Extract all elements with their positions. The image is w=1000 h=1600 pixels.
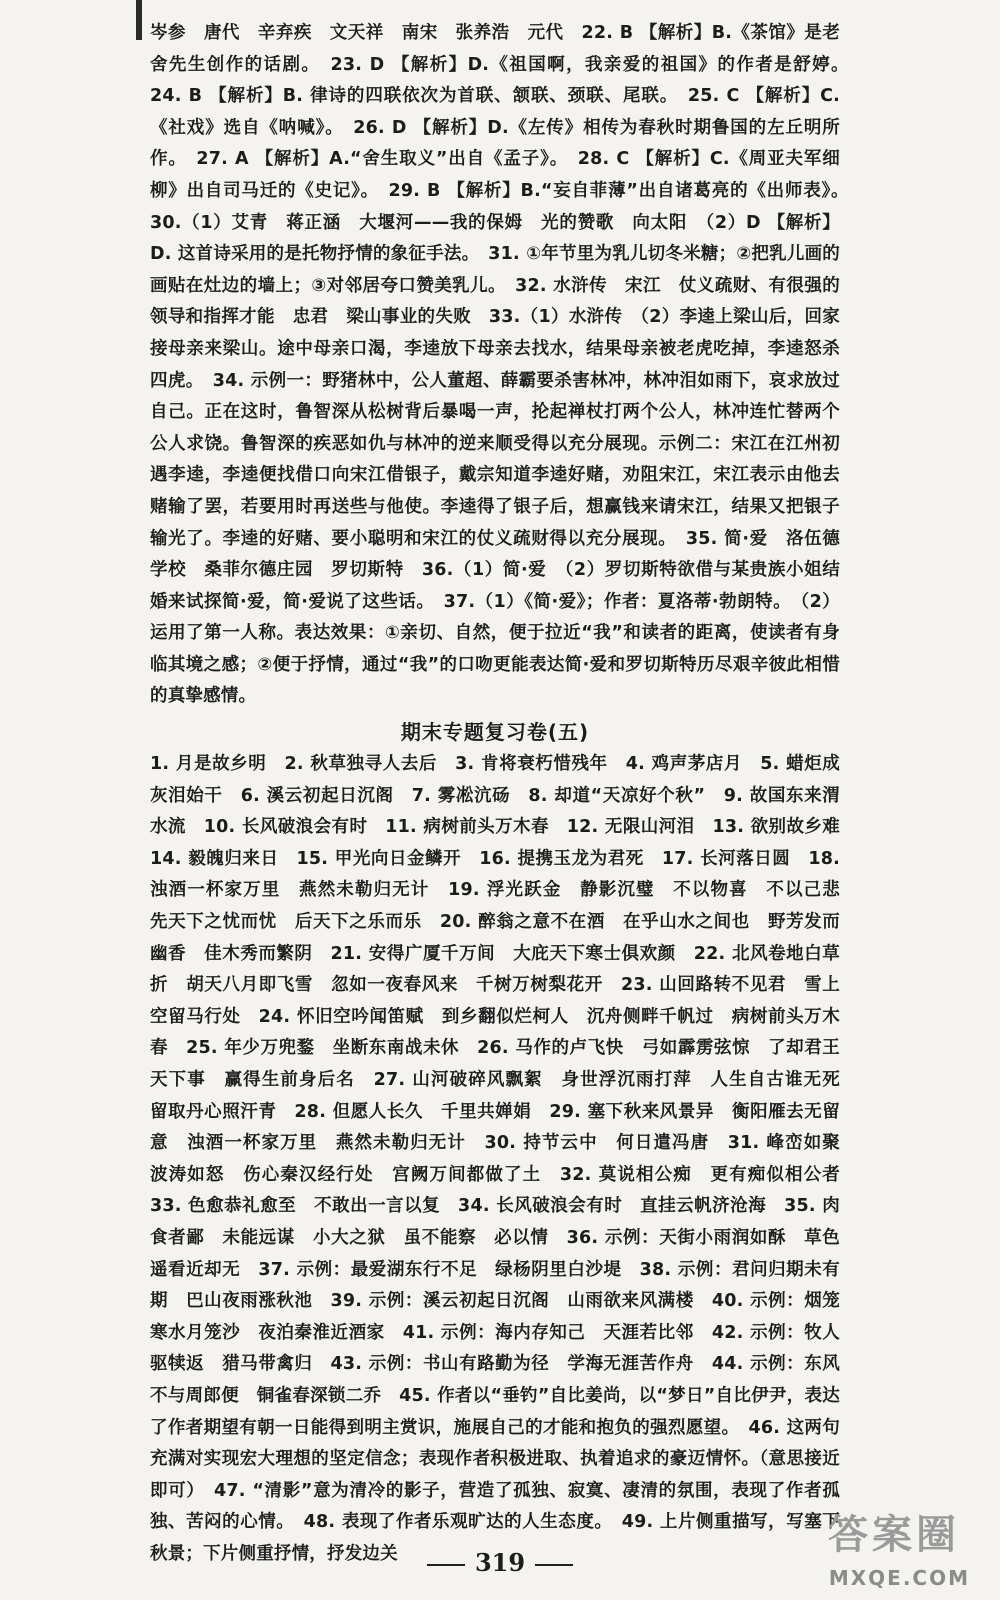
section-title: 期末专题复习卷(五) (400, 720, 590, 745)
answers-previous-section: 岑参 唐代 辛弃疾 文天祥 南宋 张养浩 元代 22. B 【解析】B.《茶馆》是老舍先生创作的话剧。 23. D 【解析】D.《祖国啊，我亲爱的祖国》的作者是舒婷。 24. B 【解析】B. 律诗的四联依次为首联、颔联、颈联、尾联。 25. C 【解析】C.《社戏》选自《呐喊》。 26. D 【解析】D.《左传》相传为春秋时期鲁国的左丘明所作。 27. A 【解析】A.“舍生取义”出自《孟子》。 28. C 【解析】C.《周亚夫军细柳》出自司马迁的《史记》。 29. B 【解析】B.“妄自菲薄”出自诸葛亮的《出师表》。 30.（1）艾青 蒋正涵 大堰河——我的保姆 光的赞歌 向太阳 （2）D 【解析】D. 这首诗采用的是托物抒情的象征手法。 31. ①年节里为乳儿切冬米糖；②把乳儿画的画贴在灶边的墙上；③对邻居夸口赞美乳儿。 32. 水浒传 宋江 仗义疏财、有很强的领导和指挥才能 忠君 梁山事业的失败 33.（1）水浒传 （2）李逵上梁山后，回家接母亲来梁山。途中母亲口渴，李逵放下母亲去找水，结果母亲被老虎吃掉，李逵怒杀四虎。 34. 示例一：野猪林中，公人董超、薛霸要杀害林冲，林冲泪如雨下，哀求放过自己。正在这时，鲁智深从松树背后暴喝一声，抡起禅杖打两个公人，林冲连忙替两个公人求饶。鲁智深的疾恶如仇与林冲的逆来顺受得以充分展现。示例二：宋江在江州初遇李逵，李逵便找借口向宋江借银子，戴宗知道李逵好赌，劝阻宋江，宋江表示由他去赌输了罢，若要用时再送些与他使。李逵得了银子后，想赢钱来请宋江，结果又把银子输光了。李逵的好赌、要小聪明和宋江的仗义疏财得以充分展现。 35. 简·爱 洛伍德学校 桑菲尔德庄园 罗切斯特 36.（1）简·爱 （2）罗切斯特欲借与某贵族小姐结婚来试探简·爱，简·爱说了这些话。 37.（1）《简·爱》；作者：夏洛蒂·勃朗特。 （2）运用了第一人称。表达效果：①亲切、自然，便于拉近“我”和读者的距离，使读者有身临其境之感；②便于抒情，通过“我”的口吻更能表达简·爱和罗切斯特历尽艰辛彼此相惜的真挚感情。 (150, 23, 858, 707)
footer-dash-right (535, 1564, 573, 1566)
answer-content (150, 18, 858, 1571)
footer-dash-left (427, 1564, 465, 1566)
binding-mark (136, 0, 142, 40)
watermark-logo: 答案圈 (828, 1512, 960, 1558)
watermark-site: MXQE.COM (828, 1566, 970, 1590)
answers-final-review-5: 1. 月是故乡明 2. 秋草独寻人去后 3. 肯将衰朽惜残年 4. 鸡声茅店月 5. 蜡炬成灰泪始干 6. 溪云初起日沉阁 7. 雾凇沆砀 8. 却道“天凉好个秋” 9. 故国东来渭水流 10. 长风破浪会有时 11. 病树前头万木春 12. 无限山河泪 13. 欲别故乡难 14. 毅魄归来日 15. 甲光向日金鳞开 16. 提携玉龙为君死 17. 长河落日圆 18. 浊酒一杯家万里 燕然未勒归无计 19. 浮光跃金 静影沉璧 不以物喜 不以己悲 先天下之忧而忧 后天下之乐而乐 20. 醉翁之意不在酒 在乎山水之间也 野芳发而幽香 佳木秀而繁阴 21. 安得广厦千万间 大庇天下寒士俱欢颜 22. 北风卷地白草折 胡天八月即飞雪 忽如一夜春风来 千树万树梨花开 23. 山回路转不见君 雪上空留马行处 24. 怀旧空吟闻笛赋 到乡翻似烂柯人 沉舟侧畔千帆过 病树前头万木春 25. 年少万兜鍪 坐断东南战未休 26. 马作的卢飞快 弓如霹雳弦惊 了却君王天下事 赢得生前身后名 27. 山河破碎风飘絮 身世浮沉雨打萍 人生自古谁无死 留取丹心照汗青 28. 但愿人长久 千里共婵娟 29. 塞下秋来风景异 衡阳雁去无留意 浊酒一杯家万里 燕然未勒归无计 30. 持节云中 何日遣冯唐 31. 峰峦如聚 波涛如怒 伤心秦汉经行处 宫阙万间都做了土 32. 莫说相公痴 更有痴似相公者 33. 色愈恭礼愈至 不敢出一言以复 34. 长风破浪会有时 直挂云帆济沧海 35. 肉食者鄙 未能远谋 小大之狱 虽不能察 必以情 36. 示例：天街小雨润如酥 草色遥看近却无 37. 示例：最爱湖东行不足 绿杨阴里白沙堤 38. 示例：君问归期未有期 巴山夜雨涨秋池 39. 示例：溪云初起日沉阁 山雨欲来风满楼 40. 示例：烟笼寒水月笼沙 夜泊秦淮近酒家 41. 示例：海内存知己 天涯若比邻 42. 示例：牧人驱犊返 猎马带禽归 43. 示例：书山有路勤为径 学海无涯苦作舟 44. 示例：东风不与周郎便 铜雀春深锁二乔 45. 作者以“垂钓”自比姜尚，以“梦日”自比伊尹，表达了作者期望有朝一日能得到明主赏识，施展自己的才能和抱负的强烈愿望。 46. 这两句充满对实现宏大理想的坚定信念；表现作者积极进取、执着追求的豪迈情怀。（意思接近即可） 47. “清影”意为清冷的影子，营造了孤独、寂寞、凄清的氛围，表现了作者孤独、苦闷的心情。 48. 表现了作者乐观旷达的人生态度。 49. 上片侧重描写，写塞下秋景；下片侧重抒情，抒发边关 (150, 754, 858, 1564)
page-number: 319 (474, 1548, 526, 1577)
